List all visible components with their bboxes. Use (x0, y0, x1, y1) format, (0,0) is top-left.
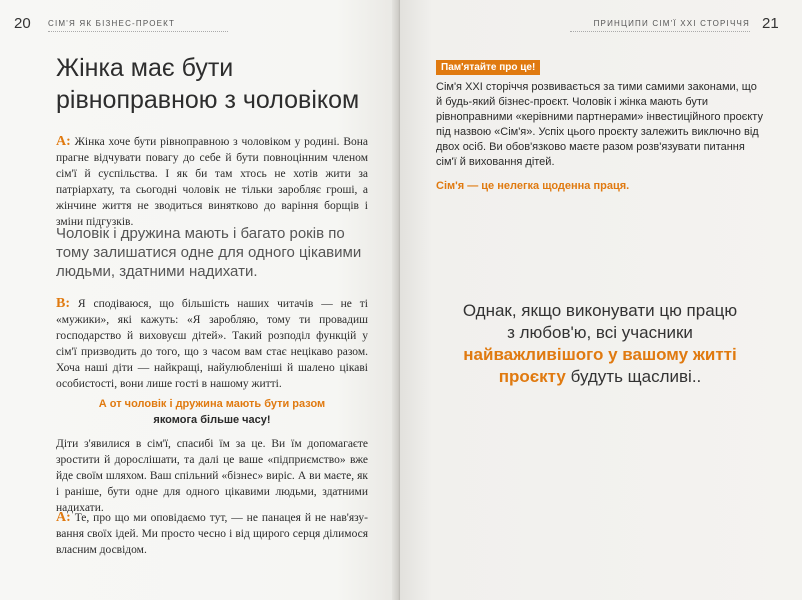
title-line: рівноправною з чоловіком (56, 86, 360, 114)
left-page (0, 0, 396, 600)
page-number: 20 (14, 15, 31, 32)
paragraph-text: Діти з'явилися в сім'ї, спасибі їм за це. Ви їм допомагаєте зростити й дорослішати, та далі це ваше «підприємство» вже йде своїм шляхом. Ваш спільний «бізнес» виріс. А ви маєте, як і раніше, бути одне для одного цікавими людьми, здатними надихати. (56, 438, 368, 514)
paragraph (56, 134, 368, 230)
paragraph-text: Я сподіваюся, що більшість наших читачів — не ті «мужики», які кажуть: «Я заробляю, тому ти провадиш господарство й виховуєш дітей». Такий розподіл функцій у сім'ї призводить до того, що з часом вам стає нецікаво разом. Хоча наші діти — найкращі, найулюбленіші й шалено цікаві особистості, вони лише гості в нашому житті. (56, 298, 368, 390)
running-head: СІМ'Я ЯК БІЗНЕС-ПРОЕКТ (48, 19, 228, 32)
page-title (56, 52, 376, 116)
reminder-text: Сім'я XXI сторіччя розвивається за тими самими законами, що й будь-який бізнес-проєкт. Чоловік і жінка мають бути рівноправними «керівними партнерами» інвестиційного проєкту під назвою «Сім'я». Успіх цього проєкту залежить виключно від двох осіб. Ви обов'язково маєте разом розв'язувати питання сім'ї й виховання дітей. (436, 81, 763, 168)
page-number: 21 (762, 15, 779, 32)
paragraph (56, 510, 368, 558)
closing-emphasis: проєкту (498, 367, 566, 386)
paragraph (56, 296, 368, 392)
highlight-quote (56, 396, 368, 428)
paragraph-text: Жінка хоче бути рівноправною з чоловіком у родині. Вона прагне відчувати повагу до себе й бути повноцінним членом сім'ї й суспільства. І як би там хтось не хотів жити за патріархату, та сьогодні чоловік не тільки заробляє гроші, а жінчине життя не зводиться винятково до варіння борщів і зміни підгузків. (56, 136, 368, 228)
paragraph-text: Те, про що ми оповідаємо тут, — не панацея й не нав'язування своїх ідей. Ми просто чесно і від щирого серця ділимося власним досвідом. (56, 512, 368, 556)
highlight-text: Сім'я — це нелегка щоденна праця. (436, 180, 630, 192)
closing-line: з любов'ю, всі учасники (507, 323, 693, 342)
closing-line: Однак, якщо виконувати цю працю (462, 301, 738, 320)
pull-quote: Чоловік і дружина мають і багато років по тому залишатися одне для одного цікавими людьми, здатними надихати. (56, 225, 362, 280)
highlight-line: якомога більше часу! (153, 414, 271, 426)
running-head: ПРИНЦИПИ СІМ'Ї XXI СТОРІЧЧЯ (570, 19, 750, 32)
closing-line: будуть щасливі.. (565, 367, 702, 386)
speaker-letter: А: (56, 134, 71, 149)
closing-quote (430, 300, 770, 388)
paragraph (56, 436, 368, 516)
speaker-letter: В: (56, 296, 70, 311)
closing-emphasis: найважливішого у вашому житті (463, 345, 737, 364)
highlight-line: А от чоловік і дружина мають бути разом (98, 398, 326, 410)
speaker-letter: А: (56, 510, 71, 525)
reminder-badge: Пам'ятайте про це! (436, 60, 540, 75)
title-line: Жінка має бути (56, 54, 234, 82)
